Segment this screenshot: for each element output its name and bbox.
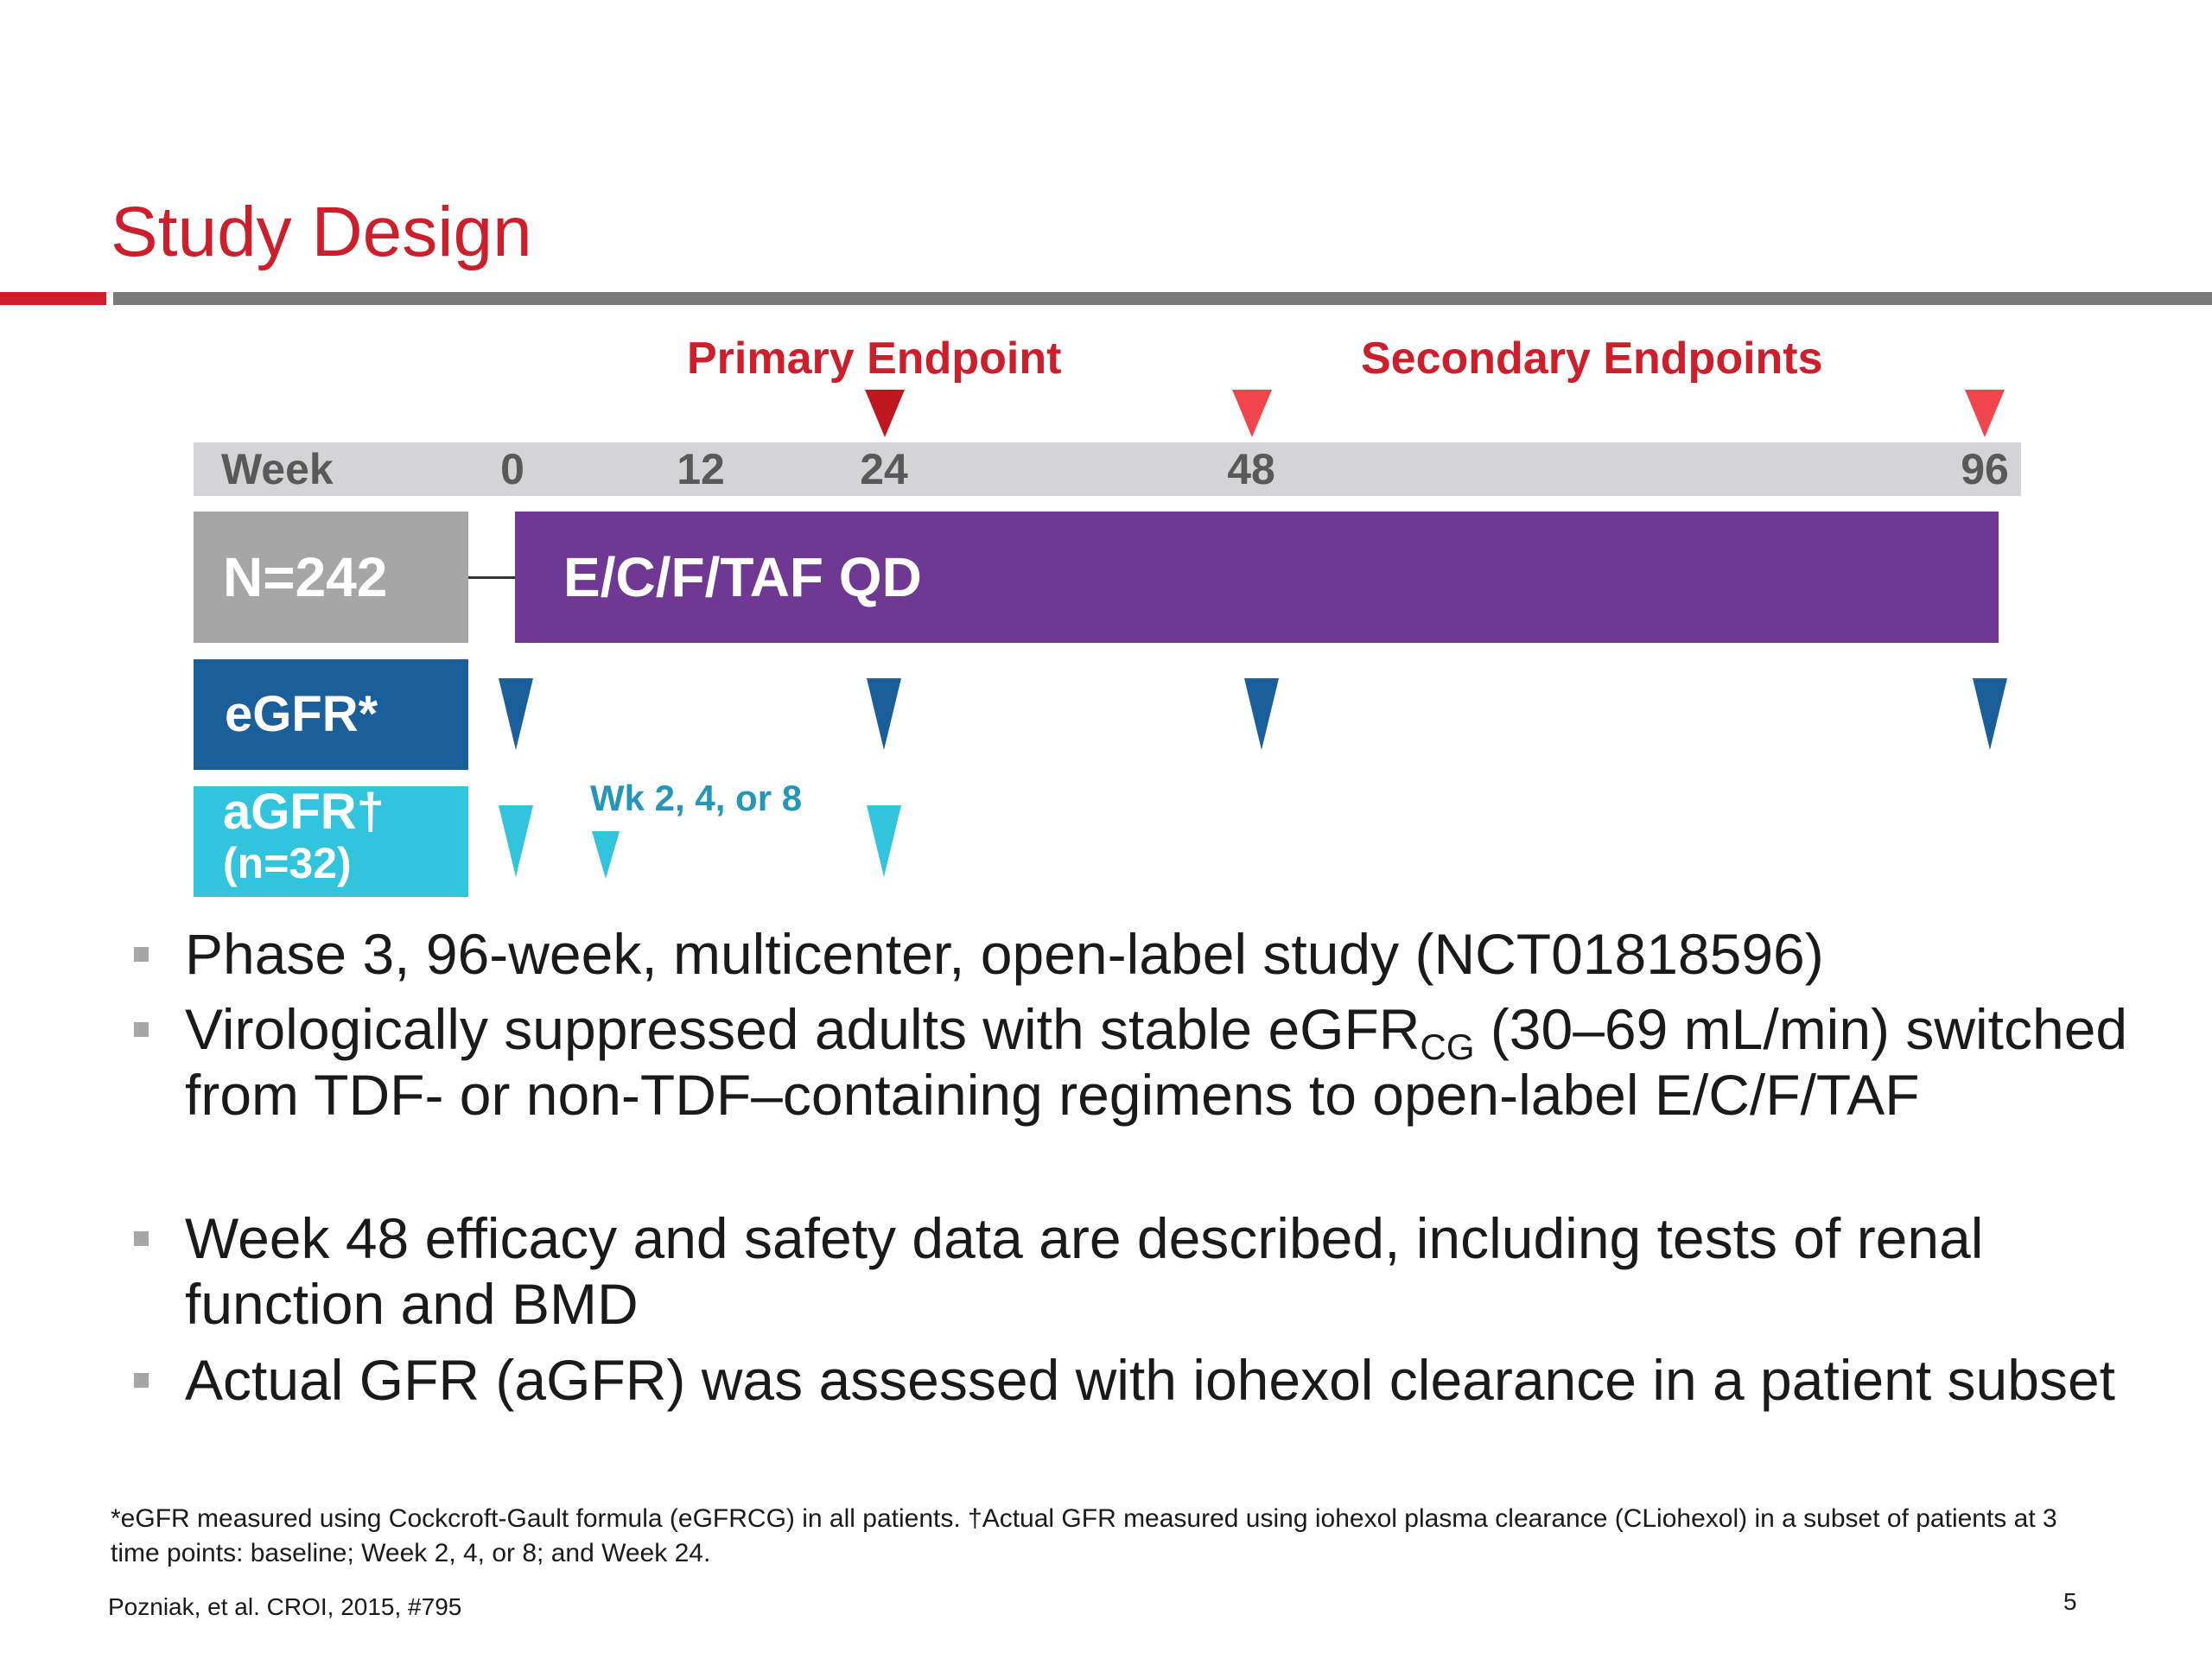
week-tick-48: 48 bbox=[1227, 445, 1275, 493]
week-axis-label: Week bbox=[221, 445, 334, 493]
bullet-agfr: Actual GFR (aGFR) was assessed with iohexol clearance in a patient subset bbox=[185, 1348, 2116, 1412]
bullet-population bbox=[185, 996, 2172, 1128]
bullet-marker bbox=[134, 1373, 149, 1388]
secondary-endpoint-marker-week-48 bbox=[1232, 390, 1272, 437]
egfr-marker-week-48 bbox=[1244, 678, 1279, 750]
slide-title: Study Design bbox=[111, 193, 532, 271]
agfr-marker-week-0 bbox=[499, 805, 533, 877]
citation: Pozniak, et al. CROI, 2015, #795 bbox=[108, 1593, 462, 1620]
bullet-week48-data: Week 48 efficacy and safety data are described, including tests of renal function and BMD bbox=[185, 1206, 1984, 1336]
enrollment-connector-line bbox=[468, 576, 515, 579]
title-rule-accent bbox=[0, 292, 106, 305]
agfr-marker-week-2-4-8 bbox=[592, 831, 620, 879]
bullet-population-text-cont: (30–69 mL/min) switched from TDF- or non-TDF–containing regimens to open-label E/C/F/TAF bbox=[185, 997, 2128, 1127]
secondary-endpoint-marker-week-96 bbox=[1965, 390, 2005, 437]
bullet-study-design: Phase 3, 96-week, multicenter, open-label study (NCT01818596) bbox=[185, 922, 1824, 986]
primary-endpoint-marker-week-24 bbox=[865, 390, 905, 437]
week-tick-24: 24 bbox=[860, 445, 908, 493]
footnote: *eGFR measured using Cockcroft-Gault formula (eGFRCG) in all patients. †Actual GFR measured using iohexol plasma clearance (CLiohexol) in a subset of patients at 3 time points: baseline; Week 2, 4, or 8; and Week 24. bbox=[111, 1504, 2057, 1567]
egfr-marker-week-0 bbox=[499, 678, 533, 750]
egfr-marker-week-24 bbox=[867, 678, 901, 750]
bullet-marker bbox=[134, 1022, 149, 1037]
bullet-population-text: Virologically suppressed adults with stable eGFR bbox=[185, 997, 1421, 1061]
agfr-sample-size: (n=32) bbox=[223, 839, 352, 887]
page-number: 5 bbox=[2063, 1588, 2077, 1615]
enrollment-label: N=242 bbox=[223, 546, 388, 608]
bullet-marker bbox=[134, 947, 149, 962]
egfr-label: eGFR* bbox=[225, 686, 378, 742]
agfr-marker-week-24 bbox=[867, 805, 901, 877]
secondary-endpoints-label: Secondary Endpoints bbox=[1361, 334, 1823, 384]
week-tick-96: 96 bbox=[1961, 445, 2009, 493]
egfr-marker-week-96 bbox=[1973, 678, 2007, 750]
week-timeline-bar bbox=[194, 442, 2021, 496]
week-tick-0: 0 bbox=[500, 445, 524, 493]
egfr-subscript: CG bbox=[1420, 1027, 1475, 1067]
week-tick-12: 12 bbox=[677, 445, 725, 493]
agfr-visit-note: Wk 2, 4, or 8 bbox=[590, 778, 803, 818]
agfr-label: aGFR† bbox=[223, 784, 385, 840]
bullet-marker bbox=[134, 1231, 149, 1246]
primary-endpoint-label: Primary Endpoint bbox=[687, 334, 1062, 384]
treatment-label: E/C/F/TAF QD bbox=[563, 546, 922, 608]
title-rule bbox=[113, 292, 2212, 305]
